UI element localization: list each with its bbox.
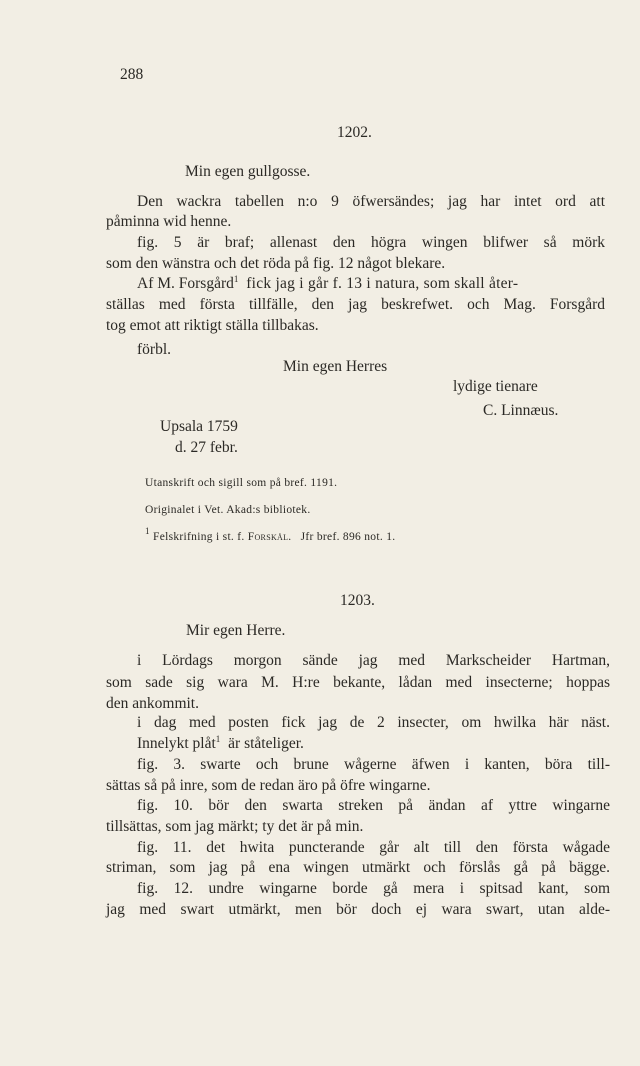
body-text: Af M. Forsgård <box>137 275 234 292</box>
salutation: Mir egen Herre. <box>186 622 286 639</box>
footnote-ref: 1 <box>233 274 239 284</box>
page-number: 288 <box>120 66 144 83</box>
body-line: som sade sig wara M. H:re bekante, lådan med insecterne; hoppas <box>106 674 610 691</box>
body-line: jag med swart utmärkt, men bör doch ej wara swart, utan alde- <box>106 901 610 918</box>
footnote-marker: 1 <box>145 526 150 536</box>
closing: lydige tienare <box>453 378 538 395</box>
body-line: tog emot att riktigt ställa tillbakas. <box>106 317 319 334</box>
body-line: fig. 12. undre wingarne borde gå mera i spitsad kant, som <box>137 880 610 897</box>
body-line: förbl. <box>137 341 172 358</box>
closing: Min egen Herres <box>283 358 388 375</box>
salutation: Min egen gullgosse. <box>185 163 311 180</box>
body-line: påminna wid henne. <box>106 213 232 230</box>
body-line: fig. 5 är braf; allenast den högra wingen blifwer så mörk <box>137 234 605 251</box>
note-address: Utanskrift och sigill som på bref. 1191. <box>145 477 338 489</box>
body-line: fig. 3. swarte och brune wågerne äfwen i kanten, böra till- <box>137 756 610 773</box>
body-line <box>137 735 304 753</box>
body-line: ställas med första tillfälle, den jag beskrefwet. och Mag. Forsgård <box>106 296 605 313</box>
footnote <box>145 526 396 544</box>
letter-number: 1202. <box>337 124 372 141</box>
footnote-ref: 1 <box>215 734 221 744</box>
date: d. 27 febr. <box>175 439 238 456</box>
note-original: Originalet i Vet. Akad:s bibliotek. <box>145 504 311 516</box>
body-line: fig. 11. det hwita puncterande går alt till den första wågade <box>137 839 610 856</box>
body-line: striman, som jag på ena wingen utmärkt och förslås gå på bägge. <box>106 859 610 876</box>
body-line: sättas så på inre, som de redan äro på öfre wingarne. <box>106 777 431 794</box>
body-line: Den wackra tabellen n:o 9 öfwersändes; jag har intet ord att <box>137 193 605 210</box>
body-text: Innelykt plåt <box>137 735 216 752</box>
signature: C. Linnæus. <box>483 402 559 419</box>
footnote-ref-text: Jfr bref. 896 not. 1. <box>300 531 396 543</box>
place: Upsala 1759 <box>160 418 238 435</box>
body-line: i dag med posten fick jag de 2 insecter, om hwilka här näst. <box>137 714 610 731</box>
body-line: som den wänstra och det röda på fig. 12 något blekare. <box>106 255 446 272</box>
footnote-name: Forskål. <box>247 531 292 543</box>
body-text: fick jag i går f. 13 i natura, som skall åter- <box>246 275 519 292</box>
body-line: tillsättas, som jag märkt; ty det är på min. <box>106 818 364 835</box>
body-text: är ståteliger. <box>228 735 304 752</box>
body-line <box>137 275 605 293</box>
body-line: den ankommit. <box>106 695 199 712</box>
body-line: fig. 10. bör den swarta streken på ändan af yttre wingarne <box>137 797 610 814</box>
body-line: i Lördags morgon sände jag med Markscheider Hartman, <box>137 652 610 669</box>
letter-number: 1203. <box>340 592 375 609</box>
footnote-text: Felskrifning i st. f. <box>153 531 245 543</box>
